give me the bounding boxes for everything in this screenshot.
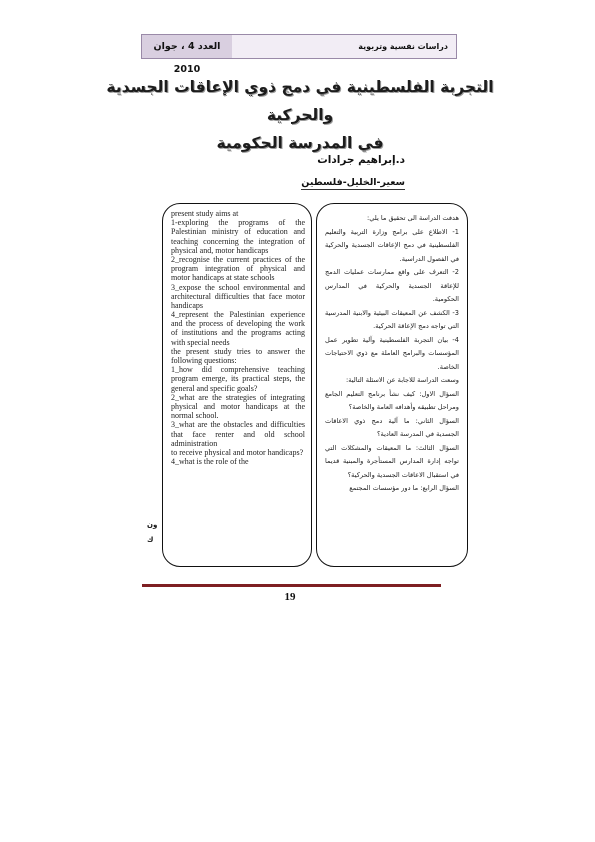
- arabic-paragraph: السؤال الرابع: ما دور مؤسسات المجتمع: [349, 484, 459, 493]
- english-abstract-box: [162, 203, 312, 567]
- author-name: د.إبراهيم جرادات: [317, 154, 405, 166]
- journal-name: دراسات نفسية وتربوية: [358, 42, 448, 51]
- english-paragraph: the present study tries to answer the following questions:: [171, 346, 305, 365]
- english-paragraph: present study aims at: [171, 209, 239, 218]
- english-abstract: [171, 209, 305, 466]
- arabic-paragraph: السؤال الثالث: ما المعيقات والمشكلات التي تواجه إدارة المدارس المستأجرة والمبنية قديما في استقبال الاعاقات الجسدية والحركية؟: [325, 443, 459, 479]
- english-paragraph: 3_what are the obstacles and difficulties that face renter and old school administration: [171, 420, 305, 448]
- english-paragraph: 2_what are the strategies of integrating physical and motor handicaps at the normal school.: [171, 392, 305, 421]
- arabic-paragraph: 2- التعرف على واقع ممارسات عمليات الدمج للإعاقة الجسدية والحركية في المدارس الحكومية.: [325, 268, 459, 304]
- stray-text-mark: ون: [147, 521, 158, 529]
- article-title-line-2: والحركية: [266, 106, 334, 124]
- english-paragraph: 4_what is the role of the: [171, 457, 249, 467]
- stray-text-mark: ك: [147, 536, 154, 544]
- arabic-paragraph: 1- الاطلاع على برامج وزارة التربية والتعليم الفلسطينية في دمج الإعاقات الجسدية والحركية في الفصول الدراسية.: [325, 227, 459, 263]
- article-title-line-3: في المدرسة الحكومية: [216, 134, 384, 152]
- english-paragraph: 3_expose the school environmental and architectural difficulties that face motor handicaps: [171, 282, 305, 310]
- article-title-line-1: التجربة الفلسطينية في دمج ذوي الإعاقات الجسدية: [106, 78, 494, 96]
- author-affiliation: سعير-الخليل-فلسطين: [301, 177, 405, 188]
- english-paragraph: 4_represent the Palestinian experience and the process of developing the work of institutions and the programs acting with special needs: [171, 310, 305, 347]
- english-paragraph: 1-exploring the programs of the Palestinian ministry of education and teaching concerning the integration of physical and, motor handicaps: [171, 218, 305, 255]
- english-paragraph: to receive physical and motor handicaps?: [171, 447, 304, 457]
- running-header: [141, 34, 457, 75]
- english-paragraph: 2_recognise the current practices of the program integration of physical and motor handicaps at state schools: [171, 254, 305, 283]
- issue-label: العدد 4 ، جوان 2010: [142, 35, 232, 58]
- arabic-paragraph: هدفت الدراسة الى تحقيق ما يلي:: [367, 214, 459, 222]
- arabic-abstract-box: [316, 203, 468, 567]
- english-paragraph: 1_how did comprehensive teaching program emerge, its practical steps, the general and specific goals?: [171, 365, 305, 393]
- arabic-paragraph: السؤال الاول: كيف نشأ برنامج التعليم الجامع ومراحل تطبيقه وأهدافه العامة والخاصة؟: [325, 389, 459, 412]
- arabic-paragraph: 3- الكشف عن المعيقات البيئية والابنية المدرسية التي تواجه دمج الإعاقة الحركية.: [325, 308, 459, 331]
- arabic-paragraph: وسعت الدراسة للاجابة عن الاسئلة التالية:: [346, 376, 459, 385]
- footer-rule: [142, 584, 441, 587]
- arabic-paragraph: 4- بيان التجربة الفلسطينية وآلية تطوير عمل المؤسسات والبرامج العاملة مع ذوي الاحتياجات الخاصة.: [325, 335, 459, 371]
- arabic-abstract: [325, 212, 459, 496]
- page-number: 19: [284, 591, 296, 603]
- arabic-paragraph: السؤال الثاني: ما آلية دمج ذوي الاعاقات الجسدية في المدرسة العادية؟: [325, 416, 459, 439]
